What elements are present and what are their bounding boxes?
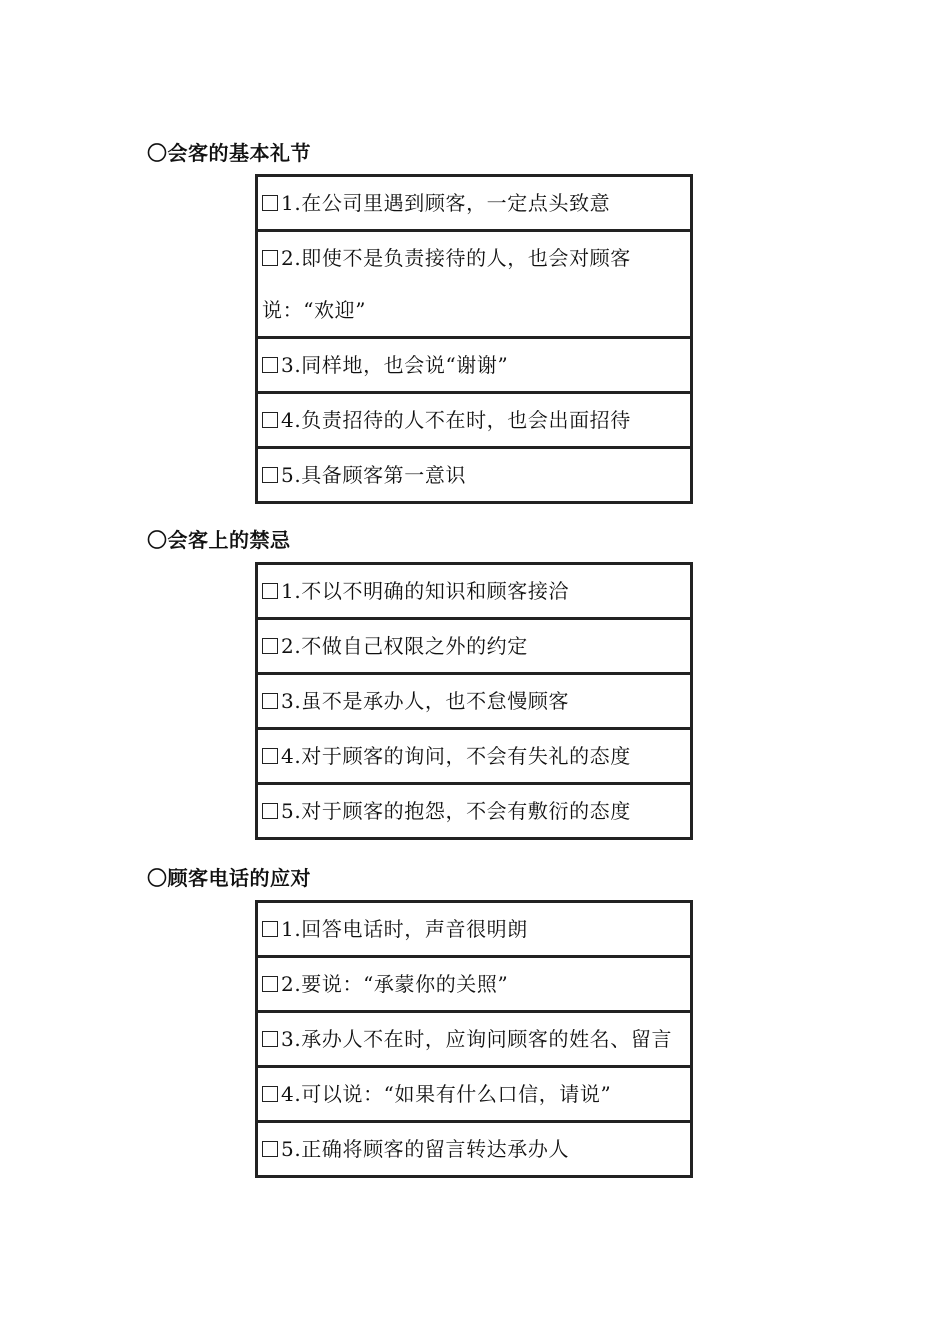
section-heading: 〇会客上的禁忌 <box>147 528 291 552</box>
checklist-item-text: 3.承办人不在时，应询问顾客的姓名、留言 <box>281 1027 673 1051</box>
checkbox[interactable] <box>262 976 278 992</box>
checklist-item-text: 5.具备顾客第一意识 <box>281 463 467 487</box>
checklist-row <box>257 337 691 392</box>
checkbox[interactable] <box>262 583 278 599</box>
checkbox[interactable] <box>262 1086 278 1102</box>
checklist-row <box>257 230 691 337</box>
checklist-table <box>255 900 693 1178</box>
checklist-row <box>257 618 691 673</box>
checklist-item-text: 5.正确将顾客的留言转达承办人 <box>281 1137 570 1161</box>
checklist-row <box>257 564 691 618</box>
checklist-row <box>257 1121 691 1176</box>
checklist-row <box>257 902 691 956</box>
checkbox[interactable] <box>262 803 278 819</box>
checkbox[interactable] <box>262 412 278 428</box>
checklist-table <box>255 174 693 504</box>
section-heading: 〇顾客电话的应对 <box>147 866 311 890</box>
checklist-item-text: 2.要说：“承蒙你的关照” <box>281 972 509 996</box>
checkbox[interactable] <box>262 467 278 483</box>
checklist-row <box>257 1066 691 1121</box>
checklist-row <box>257 447 691 502</box>
checklist-item-text: 4.负责招待的人不在时，也会出面招待 <box>281 408 631 432</box>
checkbox[interactable] <box>262 693 278 709</box>
checkbox[interactable] <box>262 195 278 211</box>
checkbox[interactable] <box>262 748 278 764</box>
checklist-row <box>257 176 691 230</box>
checklist-row <box>257 956 691 1011</box>
checklist-row <box>257 783 691 838</box>
checklist-item-text: 4.对于顾客的询问，不会有失礼的态度 <box>281 744 631 768</box>
checklist-row <box>257 728 691 783</box>
checklist-item-text: 2.即使不是负责接待的人，也会对顾客说：“欢迎” <box>262 246 631 322</box>
checkbox[interactable] <box>262 638 278 654</box>
section-heading: 〇会客的基本礼节 <box>147 141 311 165</box>
checklist-item-text: 2.不做自己权限之外的约定 <box>281 634 528 658</box>
checkbox[interactable] <box>262 250 278 266</box>
checklist-row <box>257 1011 691 1066</box>
checklist-item-text: 4.可以说：“如果有什么口信，请说” <box>281 1082 612 1106</box>
checkbox[interactable] <box>262 1141 278 1157</box>
checkbox[interactable] <box>262 1031 278 1047</box>
checkbox[interactable] <box>262 921 278 937</box>
checklist-item-text: 5.对于顾客的抱怨，不会有敷衍的态度 <box>281 799 631 823</box>
checklist-row <box>257 673 691 728</box>
checklist-item-text: 1.在公司里遇到顾客，一定点头致意 <box>281 191 611 215</box>
checklist-item-text: 1.回答电话时，声音很明朗 <box>281 917 528 941</box>
checklist-table <box>255 562 693 840</box>
checklist-item-text: 1.不以不明确的知识和顾客接洽 <box>281 579 570 603</box>
checkbox[interactable] <box>262 357 278 373</box>
checklist-row <box>257 392 691 447</box>
checklist-item-text: 3.同样地，也会说“谢谢” <box>281 353 509 377</box>
checklist-item-text: 3.虽不是承办人，也不怠慢顾客 <box>281 689 570 713</box>
